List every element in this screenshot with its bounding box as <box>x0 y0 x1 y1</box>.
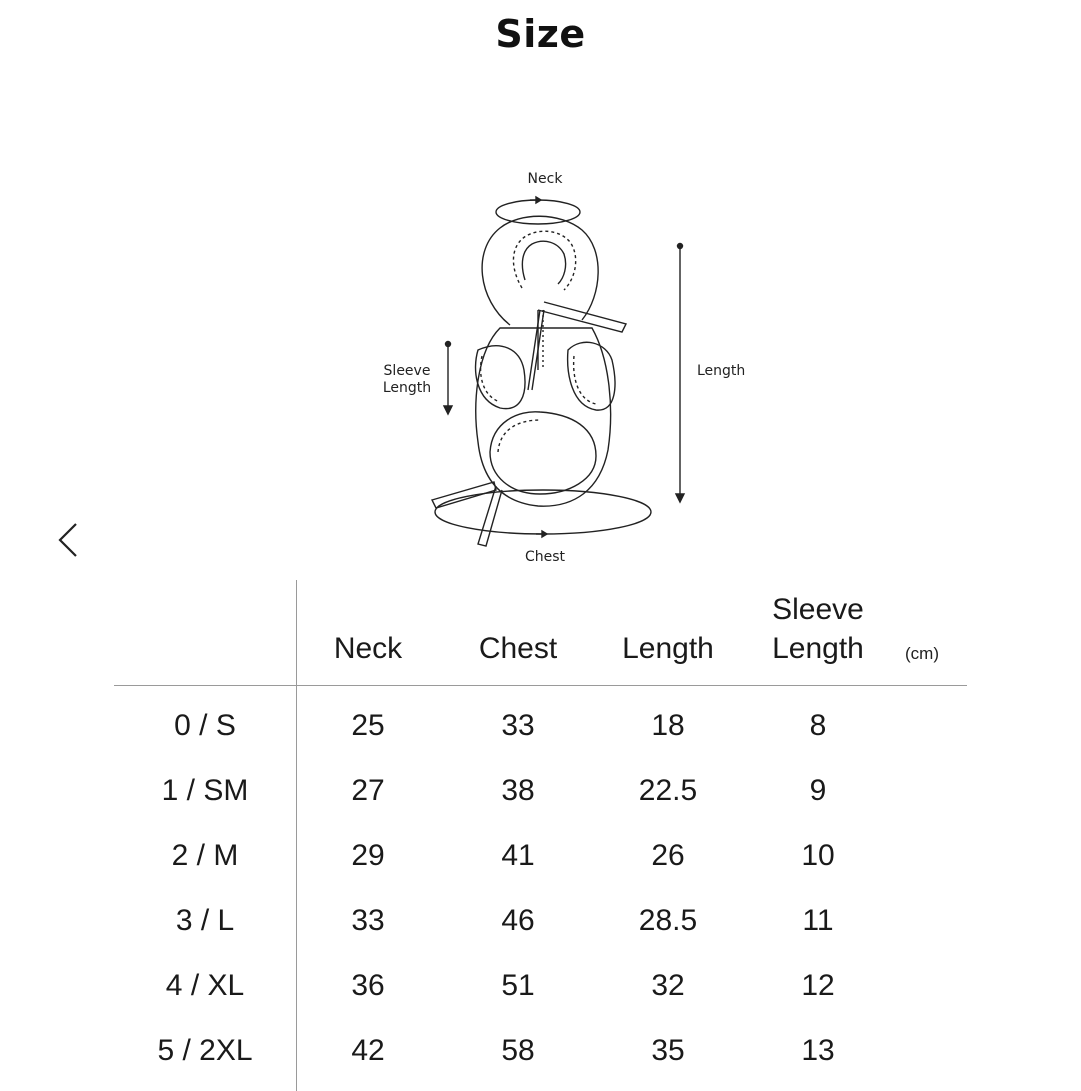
column-header-sleeve-line1: Sleeve <box>772 593 864 626</box>
cell-size: 5 / 2XL <box>157 1034 253 1067</box>
page-title: Size <box>495 12 586 56</box>
cell-sleeve: 13 <box>801 1034 835 1067</box>
cell-neck: 29 <box>351 839 385 872</box>
cell-size: 3 / L <box>175 904 235 937</box>
hoodie-illustration <box>360 160 780 580</box>
diagram-label-neck: Neck <box>527 171 563 187</box>
cell-length: 22.5 <box>638 774 698 807</box>
column-header-neck: Neck <box>333 632 403 665</box>
cell-length: 28.5 <box>638 904 698 937</box>
cell-neck: 33 <box>351 904 385 937</box>
cell-chest: 51 <box>501 969 535 1002</box>
cell-neck: 27 <box>351 774 385 807</box>
diagram-label-length: Length <box>697 363 746 379</box>
cell-length: 35 <box>651 1034 685 1067</box>
neck-ring <box>496 200 580 224</box>
cell-chest: 46 <box>501 904 535 937</box>
chest-ring <box>435 490 651 534</box>
cell-size: 4 / XL <box>165 969 245 1002</box>
chevron-left-icon <box>50 518 86 562</box>
cell-chest: 33 <box>501 709 535 742</box>
cell-size: 0 / S <box>174 709 236 742</box>
cell-size: 2 / M <box>171 839 239 872</box>
diagram-label-sleeve-line1: Sleeve <box>383 363 431 379</box>
unit-label: (cm) <box>905 644 939 663</box>
cell-sleeve: 12 <box>801 969 835 1002</box>
cell-length: 26 <box>651 839 685 872</box>
cell-chest: 38 <box>501 774 535 807</box>
cell-neck: 25 <box>351 709 385 742</box>
cell-sleeve: 9 <box>809 774 827 807</box>
column-header-sleeve-line2: Length <box>772 632 864 665</box>
diagram-label-sleeve-line2: Length <box>382 380 432 396</box>
cell-sleeve: 11 <box>802 904 834 937</box>
cell-neck: 42 <box>351 1034 385 1067</box>
table-divider-horizontal <box>114 685 967 686</box>
cell-sleeve: 10 <box>801 839 835 872</box>
cell-length: 32 <box>651 969 685 1002</box>
back-button[interactable] <box>50 518 86 562</box>
cell-length: 18 <box>651 709 685 742</box>
cell-sleeve: 8 <box>809 709 827 742</box>
column-header-chest: Chest <box>478 632 558 665</box>
cell-size: 1 / SM <box>161 774 249 807</box>
cell-chest: 58 <box>501 1034 535 1067</box>
cell-chest: 41 <box>501 839 535 872</box>
column-header-length: Length <box>622 632 714 665</box>
cell-neck: 36 <box>351 969 385 1002</box>
diagram-label-chest: Chest <box>524 549 566 565</box>
hoodie-size-diagram <box>360 160 780 580</box>
